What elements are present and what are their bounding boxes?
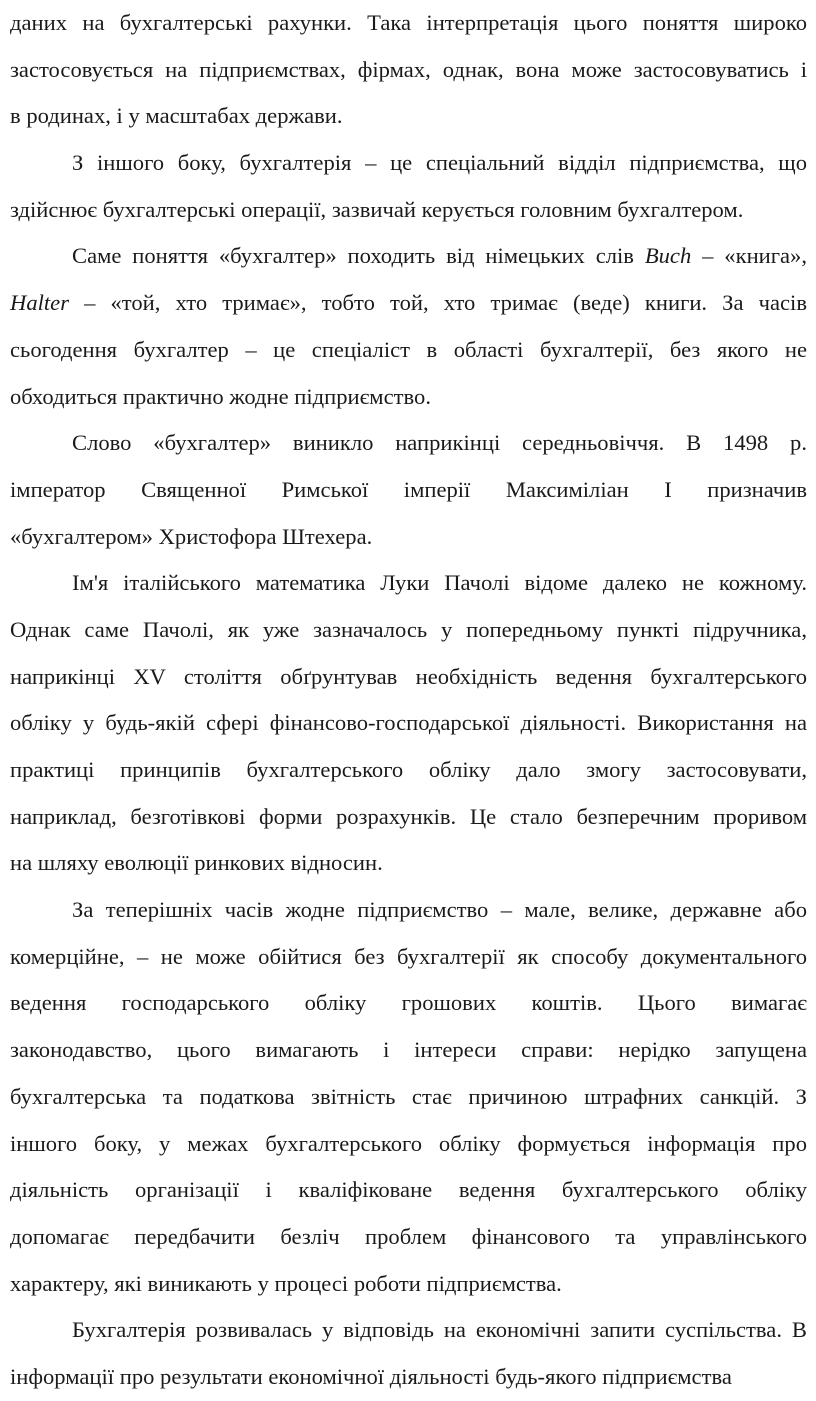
- text-line: діяльність організації і кваліфіковане ведення бухгалтерського обліку: [10, 1177, 807, 1203]
- text-line: обліку у будь-якій сфері фінансово-господарської діяльності. Використання на: [10, 710, 807, 736]
- text-line: Однак саме Пачолі, як уже зазначалось у попередньому пункті підручника,: [10, 616, 807, 642]
- text-line: [10, 280, 807, 327]
- italic-term: Buch: [644, 243, 692, 269]
- italic-term: Halter: [10, 290, 69, 316]
- document-page: [10, 0, 807, 1401]
- text-line: «бухгалтером» Христофора Штехера.: [10, 523, 373, 549]
- text-line: З іншого боку, бухгалтерія – це спеціальний відділ підприємства, що: [72, 150, 807, 176]
- text-line: практиці принципів бухгалтерського обліку дало змогу застосовувати,: [10, 757, 807, 782]
- text-line: Ім'я італійського математика Луки Пачолі відоме далеко не кожному.: [72, 570, 807, 596]
- text-line: в родинах, і у масштабах держави.: [10, 103, 343, 129]
- text-line: наприкінці XV століття обґрунтував необхідність ведення бухгалтерського: [10, 663, 807, 689]
- text-line: бухгалтерська та податкова звітність стає причиною штрафних санкцій. З: [10, 1083, 807, 1109]
- text-line: Слово «бухгалтер» виникло наприкінці середньовіччя. В 1498 р.: [72, 430, 807, 456]
- paragraph: [10, 887, 807, 1307]
- paragraph: [10, 233, 807, 420]
- text-line: комерційне, – не може обійтися без бухгалтерії як способу документального: [10, 943, 807, 969]
- text-line: на шляху еволюції ринкових відносин.: [10, 850, 383, 876]
- text-line: застосовується на підприємствах, фірмах, однак, вона може застосовуватись і: [10, 56, 807, 82]
- text-line: даних на бухгалтерські рахунки. Така інтерпретація цього поняття широко: [10, 10, 807, 35]
- text-line: характеру, які виникають у процесі роботи підприємства.: [10, 1270, 562, 1296]
- text-line: Бухгалтерія розвивалась у відповідь на економічні запити суспільства. В: [72, 1317, 807, 1343]
- text-line: обходиться практично жодне підприємство.: [10, 383, 431, 409]
- paragraph: [10, 140, 807, 233]
- text-line: імператор Священної Римської імперії Максиміліан I призначив: [10, 476, 807, 502]
- text-line: законодавство, цього вимагають і інтереси справи: нерідко запущена: [10, 1037, 807, 1063]
- text-line: сьогодення бухгалтер – це спеціаліст в області бухгалтерії, без якого не: [10, 336, 807, 362]
- text-line: здійснює бухгалтерські операції, зазвичай керується головним бухгалтером.: [10, 196, 744, 222]
- text-line: наприклад, безготівкові форми розрахунків. Це стало безперечним проривом: [10, 803, 807, 829]
- text-run: – «той, хто тримає», тобто той, хто тримає (веде) книги. За часів: [69, 290, 807, 316]
- text-run: Саме поняття «бухгалтер» походить від німецьких слів: [72, 243, 645, 269]
- text-run: – «книга»,: [691, 243, 807, 269]
- text-line: іншого боку, у межах бухгалтерського обліку формується інформація про: [10, 1130, 807, 1156]
- paragraph: [10, 1307, 807, 1400]
- text-line: [10, 233, 807, 280]
- text-line: За теперішніх часів жодне підприємство – мале, велике, державне або: [72, 897, 807, 923]
- text-line: ведення господарського обліку грошових коштів. Цього вимагає: [10, 990, 807, 1016]
- paragraph: [10, 0, 807, 140]
- paragraph: [10, 560, 807, 887]
- paragraph: [10, 420, 807, 560]
- text-line: допомагає передбачити безліч проблем фінансового та управлінського: [10, 1223, 807, 1249]
- text-line: інформації про результати економічної діяльності будь-якого підприємства: [10, 1363, 732, 1389]
